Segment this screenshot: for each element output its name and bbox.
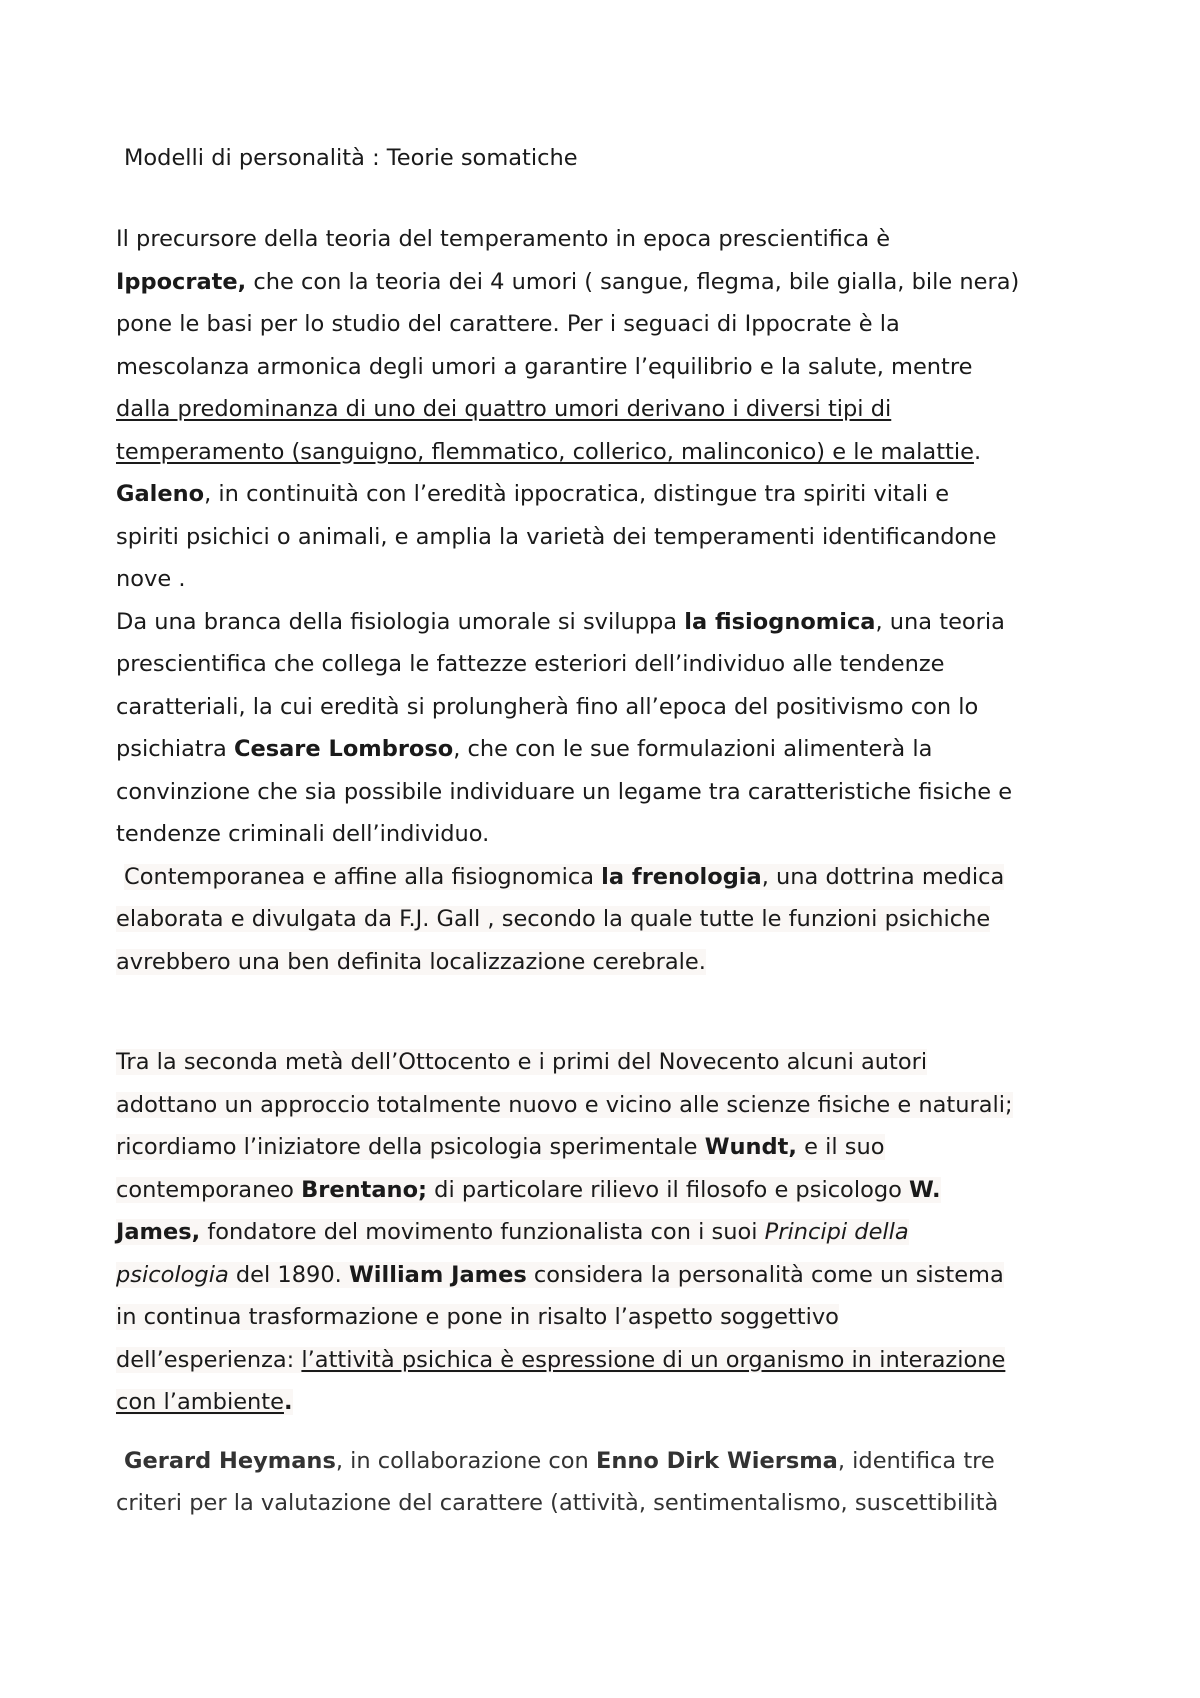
bold-term-frenologia: la frenologia [601,863,762,890]
text-line: contemporaneo Brentano; di particolare rilievo il filosofo e psicologo W. [116,1176,941,1203]
text-line: James, fondatore del movimento funzionalista con i suoi Principi della [116,1219,909,1245]
paragraph-spacer [116,1025,1100,1041]
bold-term-lombroso: Cesare Lombroso [233,736,454,762]
text-line: Ippocrate, che con la teoria dei 4 umori ( sangue, flegma, bile gialla, bile nera) [116,268,1020,295]
text-line: convinzione che sia possibile individuare un legame tra caratteristiche fisiche e [116,778,1013,805]
text-line: nove . [116,566,186,592]
text-line: psicologia del 1890. William James considera la personalità come un sistema [116,1261,1004,1288]
italic-title: psicologia [116,1261,229,1288]
bold-term-wiersma: Enno Dirk Wiersma [595,1447,838,1474]
bold-term-fisiognomica: la fisiognomica [684,608,876,635]
text-line [116,388,1100,431]
text-line: ricordiamo l’iniziatore della psicologia sperimentale Wundt, e il suo [116,1134,885,1160]
text-line: elaborata e divulgata da F.J. Gall , secondo la quale tutte le funzioni psichiche [116,906,991,932]
bold-term-wundt: Wundt, [704,1134,797,1160]
text-line: Contemporanea e affine alla fisiognomica la frenologia, una dottrina medica [124,863,1005,890]
underlined-text: con l’ambiente [116,1389,284,1415]
paragraph-frenologia [116,856,1100,984]
underlined-text: dalla predominanza di uno dei quattro umori derivano i diversi tipi di [116,396,892,422]
text-line: caratteriali, la cui eredità si prolungherà fino all’epoca del positivismo con lo [116,693,979,720]
text-line: psichiatra Cesare Lombroso, che con le sue formulazioni alimenterà la [116,736,933,762]
text-line: Da una branca della fisiologia umorale si sviluppa la fisiognomica, una teoria [116,608,1005,635]
text-line: Il precursore della teoria del temperamento in epoca prescientifica è [116,226,891,252]
text-line: temperamento (sanguigno, flemmatico, collerico, malinconico) e le malattie. [116,438,982,465]
bold-term-w: W. [909,1176,941,1203]
text-line: pone le basi per lo studio del carattere. Per i seguaci di Ippocrate è la [116,311,900,337]
text-line: Tra la seconda metà dell’Ottocento e i primi del Novecento alcuni autori [116,1049,928,1075]
text-line: tendenze criminali dell’individuo. [116,821,490,847]
bold-term-galeno: Galeno [116,481,205,507]
italic-title: Principi della [764,1219,909,1245]
paragraph-spacer [116,1424,1100,1440]
text-line: con l’ambiente. [116,1389,293,1415]
paragraph-wundt-james [116,1041,1100,1424]
paragraph-heymans [116,1440,1100,1525]
text-line: mescolanza armonica degli umori a garantire l’equilibrio e la salute, mentre [116,353,973,380]
paragraph-ippocrate [116,218,1100,856]
bold-term-william-james: William James [348,1261,527,1288]
bold-term-ippocrate: Ippocrate, [116,268,247,295]
underlined-text: l’attività psichica è espressione di un organismo in interazione [301,1346,1006,1373]
bold-term-brentano: Brentano; [301,1176,428,1203]
text-line: spiriti psichici o animali, e amplia la varietà dei temperamenti identificandone [116,523,997,550]
paragraph-spacer [116,983,1100,1025]
text-line: prescientifica che collega le fattezze esteriori dell’individuo alle tendenze [116,651,945,677]
text-line: dell’esperienza: l’attività psichica è espressione di un organismo in interazione [116,1346,1006,1373]
text-line: criteri per la valutazione del carattere (attività, sentimentalismo, suscettibilità [116,1490,999,1516]
text-line: in continua trasformazione e pone in risalto l’aspetto soggettivo [116,1304,839,1330]
text-line: Gerard Heymans, in collaborazione con Enno Dirk Wiersma, identifica tre [124,1447,995,1474]
underlined-text: temperamento (sanguigno, flemmatico, collerico, malinconico) e le malattie [116,438,974,465]
text-line: Galeno, in continuità con l’eredità ippocratica, distingue tra spiriti vitali e [116,481,950,507]
text-line: adottano un approccio totalmente nuovo e vicino alle scienze fisiche e naturali; [116,1091,1013,1118]
bold-term-james: James, [116,1219,201,1245]
bold-term-heymans: Gerard Heymans [124,1447,336,1474]
document-title: Modelli di personalità : Teorie somatiche [124,145,578,171]
text-line: avrebbero una ben definita localizzazione cerebrale. [116,948,706,975]
